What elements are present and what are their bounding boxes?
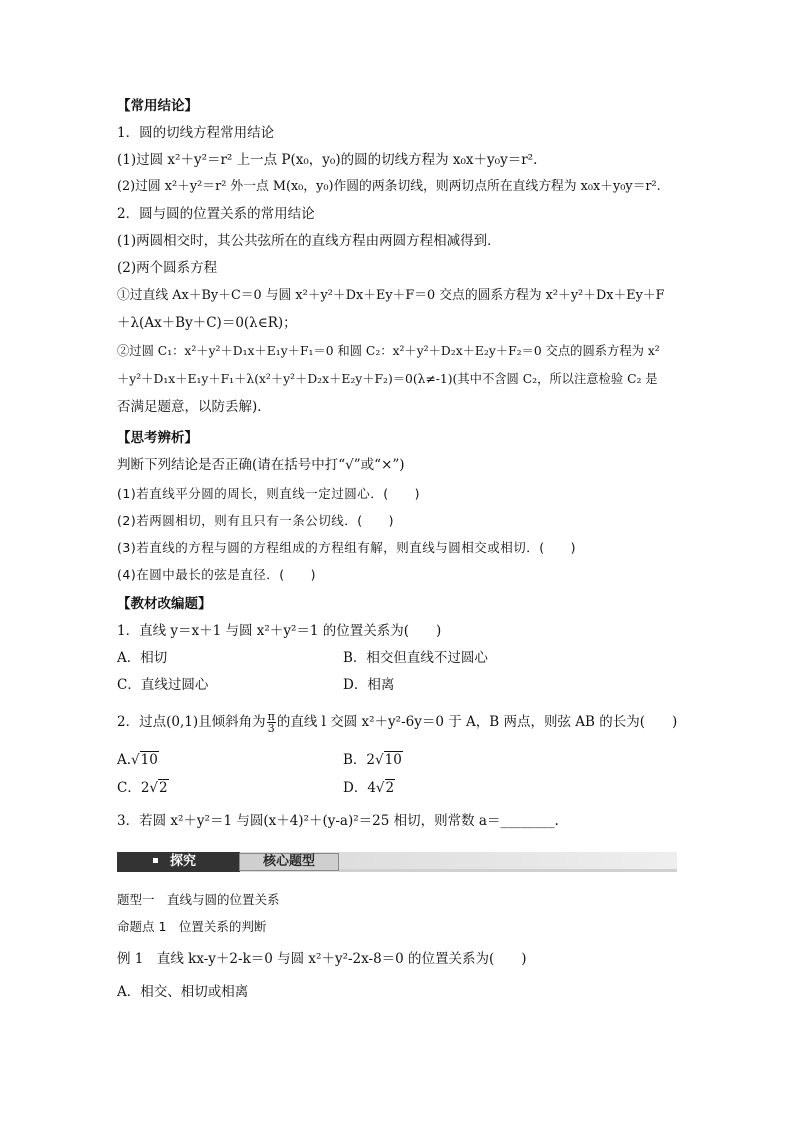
option-label: B．2 — [343, 752, 376, 768]
problem-2-option-a: A.√10 — [117, 752, 158, 768]
pi-over-3-fraction — [267, 711, 276, 734]
problem-2-text-post: 的直线 l 交圆 x²＋y²-6y＝0 于 A，B 两点，则弦 AB 的长为( ) — [276, 714, 678, 730]
conclusion-1-title: 1．圆的切线方程常用结论 — [117, 125, 275, 141]
option-label: C．2 — [117, 780, 150, 796]
banner-tab-explore — [117, 852, 239, 872]
example-1-option-a: A．相交、相切或相离 — [117, 984, 249, 1000]
radicand: 2 — [159, 780, 168, 796]
radicand: 2 — [385, 780, 395, 796]
radicand: 10 — [384, 752, 402, 768]
conclusion-1a: (1)过圆 x²＋y²＝r² 上一点 P(x₀，y₀)的圆的切线方程为 x₀x＋y₀y＝r². — [117, 152, 538, 168]
thinking-intro: 判断下列结论是否正确(请在括号中打“√”或“×”) — [117, 457, 405, 473]
square-bullet-icon — [153, 858, 158, 863]
question-type-1: 题型一 直线与圆的位置关系 — [117, 892, 280, 907]
conclusion-1b: (2)过圆 x²＋y²＝r² 外一点 M(x₀，y₀)作圆的两条切线，则两切点所在直线方程为 x₀x＋y₀y＝r². — [117, 179, 661, 194]
banner-tab-core-types: 核心题型 — [239, 853, 339, 871]
section-heading-conclusions: 【常用结论】 — [117, 98, 198, 114]
thinking-q2: (2)若两圆相切，则有且只有一条公切线．( ) — [117, 513, 394, 528]
conclusion-2d-line2: ＋y²＋D₁x＋E₁y＋F₁＋λ(x²＋y²＋D₂x＋E₂y＋F₂)＝0(λ≠-1)(其中不含圆 C₂，所以注意检验 C₂ 是 — [117, 372, 658, 386]
fraction-numerator: π — [267, 710, 275, 723]
thinking-q4: (4)在圆中最长的弦是直径．( ) — [117, 567, 316, 582]
problem-2-option-d: D．4√2 — [343, 780, 395, 796]
conclusion-2d-line3: 否满足题意，以防丢解)． — [117, 399, 271, 415]
thinking-q3: (3)若直线的方程与圆的方程组成的方程组有解，则直线与圆相交或相切．( ) — [117, 540, 576, 555]
section-heading-thinking: 【思考辨析】 — [117, 430, 198, 446]
section-banner — [117, 852, 677, 872]
problem-1-option-c: C．直线过圆心 — [117, 677, 209, 693]
problem-1-option-a: A．相切 — [117, 650, 168, 666]
conclusion-2d-line1: ②过圆 C₁：x²＋y²＋D₁x＋E₁y＋F₁＝0 和圆 C₂：x²＋y²＋D₂x＋E₂y＋F₂＝0 交点的圆系方程为 x² — [117, 344, 660, 358]
section-heading-textbook: 【教材改编题】 — [117, 596, 212, 612]
problem-2-option-b: B．2√10 — [343, 752, 402, 768]
problem-1: 1．直线 y＝x＋1 与圆 x²＋y²＝1 的位置关系为( ) — [117, 623, 442, 639]
problem-1-option-b: B．相交但直线不过圆心 — [343, 650, 488, 666]
option-label: D．4 — [343, 780, 376, 796]
conclusion-2b: (2)两个圆系方程 — [117, 260, 218, 276]
fraction-denominator: 3 — [267, 722, 275, 735]
example-1: 例 1 直线 kx-y＋2-k＝0 与圆 x²＋y²-2x-8＝0 的位置关系为( ) — [117, 951, 527, 967]
problem-3: 3．若圆 x²＋y²＝1 与圆(x＋4)²＋(y-a)²＝25 相切，则常数 a＝________. — [117, 813, 559, 829]
problem-2 — [117, 709, 677, 735]
conclusion-2c-line2: ＋λ(Ax＋By＋C)＝0(λ∈R)； — [117, 315, 297, 331]
conclusion-2a: (1)两圆相交时，其公共弦所在的直线方程由两圆方程相减得到． — [117, 233, 501, 249]
proposition-point-1: 命题点 1 位置关系的判断 — [117, 919, 267, 934]
banner-tab-explore-label: 探究 — [170, 854, 197, 869]
thinking-q1: (1)若直线平分圆的周长，则直线一定过圆心．( ) — [117, 486, 420, 501]
option-label: A. — [117, 752, 132, 768]
banner-rule — [339, 869, 677, 872]
radicand: 10 — [140, 752, 158, 768]
conclusion-2-title: 2．圆与圆的位置关系的常用结论 — [117, 206, 315, 222]
problem-2-option-c: C．2√2 — [117, 780, 168, 796]
problem-2-text-pre: 2．过点(0,1)且倾斜角为 — [117, 714, 266, 730]
conclusion-2c-line1: ①过直线 Ax＋By＋C＝0 与圆 x²＋y²＋Dx＋Ey＋F＝0 交点的圆系方程为 x²＋y²＋Dx＋Ey＋F — [117, 288, 665, 303]
problem-1-option-d: D．相离 — [343, 677, 395, 693]
